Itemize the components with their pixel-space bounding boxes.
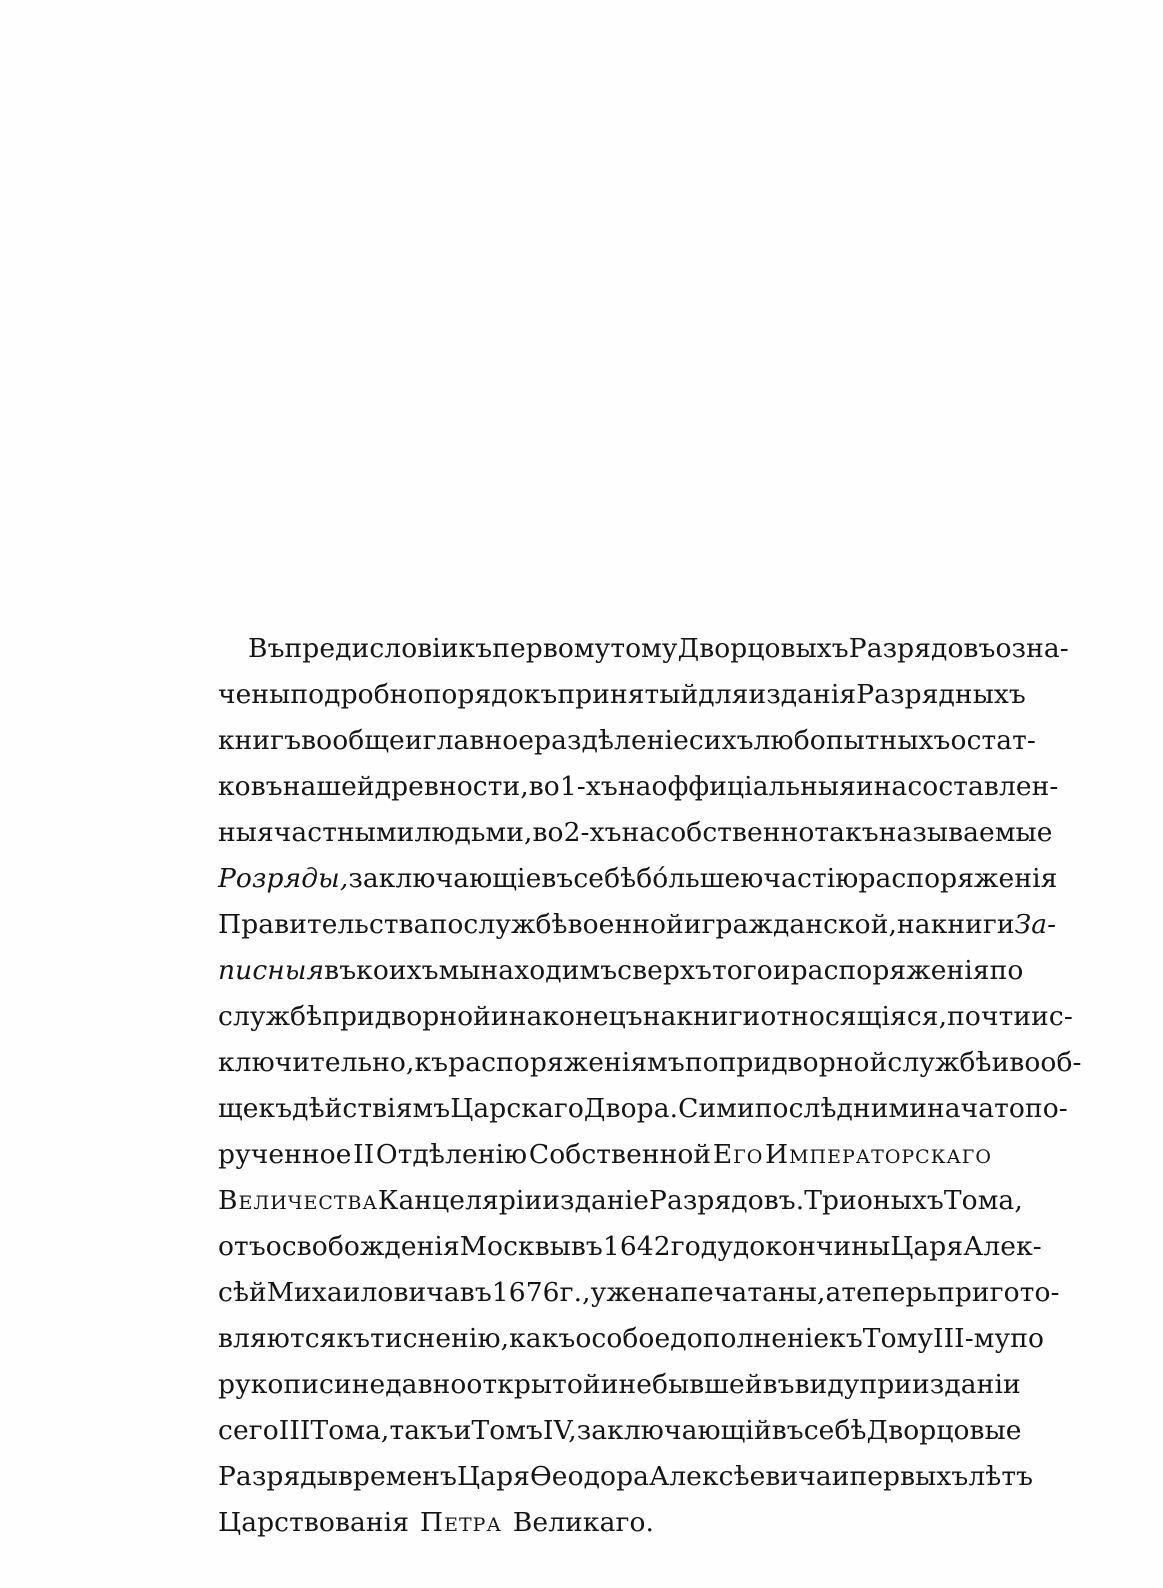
word: остат- bbox=[950, 725, 1036, 756]
word: начато bbox=[926, 1093, 1025, 1124]
word: уже bbox=[590, 1277, 647, 1308]
word: въ bbox=[570, 1231, 603, 1262]
word: Москвы bbox=[459, 1231, 571, 1262]
word: такъ bbox=[389, 1415, 454, 1446]
word: вляются bbox=[218, 1323, 337, 1354]
word: Дворцовые bbox=[866, 1415, 1022, 1446]
word: по bbox=[989, 955, 1024, 986]
word: 1676 bbox=[491, 1277, 560, 1308]
text-line bbox=[218, 1500, 992, 1546]
word: Царя bbox=[890, 1231, 964, 1262]
word-small-caps: Петра bbox=[420, 1507, 502, 1538]
word: 1-хъ bbox=[559, 771, 618, 802]
word: и bbox=[683, 909, 702, 940]
word: наконецъ bbox=[508, 1001, 643, 1032]
word: Тома, bbox=[943, 1185, 1023, 1216]
word: III bbox=[278, 1415, 311, 1446]
word: и bbox=[991, 1047, 1010, 1078]
word: ковъ bbox=[218, 771, 283, 802]
word: отъ bbox=[218, 1231, 266, 1262]
word: открытой bbox=[466, 1369, 601, 1400]
word: главное bbox=[422, 725, 535, 756]
word: Канцеляріи bbox=[377, 1185, 543, 1216]
word: Разряды bbox=[218, 1461, 338, 1492]
word: дѣйствіямъ bbox=[292, 1093, 451, 1124]
word: книгъ bbox=[218, 725, 302, 756]
word: виду bbox=[794, 1369, 860, 1400]
word: II bbox=[353, 1139, 375, 1170]
word: Царя bbox=[456, 1461, 530, 1492]
word: придворной bbox=[718, 1047, 888, 1078]
word: составлен- bbox=[907, 771, 1059, 802]
word: кончины bbox=[765, 1231, 891, 1262]
word: почти bbox=[947, 1001, 1032, 1032]
preface-paragraph bbox=[218, 626, 1082, 1546]
word: изданіе bbox=[542, 1185, 650, 1216]
word: во bbox=[528, 771, 560, 802]
text-line bbox=[218, 1362, 1021, 1408]
word: Дворцовыхъ bbox=[677, 633, 849, 664]
word: придворной bbox=[322, 1001, 491, 1032]
word: а bbox=[825, 1277, 842, 1308]
text-line bbox=[218, 672, 1026, 718]
word: къ bbox=[258, 1093, 293, 1124]
text-line bbox=[218, 1408, 1022, 1454]
word: тисненію, bbox=[370, 1323, 510, 1354]
text-line bbox=[218, 1224, 1042, 1270]
word: сихъ bbox=[688, 725, 754, 756]
word: Собственной bbox=[528, 1139, 712, 1170]
word: такъ bbox=[814, 817, 879, 848]
word: тому bbox=[610, 633, 678, 664]
word: сего bbox=[218, 1415, 279, 1446]
word: вообще bbox=[301, 725, 405, 756]
word: бывшей bbox=[652, 1369, 763, 1400]
word: подробно bbox=[290, 679, 424, 710]
word: находимъ bbox=[480, 955, 618, 986]
word: не bbox=[618, 1369, 653, 1400]
text-line bbox=[218, 1132, 992, 1178]
word: сѣй bbox=[218, 1277, 267, 1308]
word: Царскаго bbox=[450, 1093, 584, 1124]
word: временъ bbox=[337, 1461, 457, 1492]
word-small-caps: Императорскаго bbox=[764, 1139, 992, 1170]
word: Отдѣленію bbox=[375, 1139, 528, 1170]
word: недавно bbox=[351, 1369, 467, 1400]
word: любопытныхъ bbox=[753, 725, 951, 756]
word: гражданской, bbox=[701, 909, 898, 940]
word: Правительства bbox=[218, 909, 430, 940]
word: послѣдними bbox=[754, 1093, 927, 1124]
word: лѣтъ bbox=[968, 1461, 1034, 1492]
word: во bbox=[532, 817, 564, 848]
text-line bbox=[218, 1454, 1034, 1500]
word: по bbox=[1010, 1323, 1045, 1354]
word: освобожденія bbox=[265, 1231, 460, 1262]
word: и bbox=[772, 955, 791, 986]
word: и bbox=[855, 771, 874, 802]
word: службѣ bbox=[887, 1047, 992, 1078]
word: въ bbox=[324, 955, 357, 986]
word: въ bbox=[762, 1369, 795, 1400]
text-line bbox=[218, 902, 1057, 948]
word: дополненіе bbox=[670, 1323, 830, 1354]
word: Разрядовъ. bbox=[649, 1185, 805, 1216]
word: пригото- bbox=[937, 1277, 1060, 1308]
word: оффиціальныя bbox=[651, 771, 856, 802]
word: распоряженія bbox=[858, 863, 1058, 894]
word: IV, bbox=[543, 1415, 577, 1446]
word: порядокъ bbox=[423, 679, 558, 710]
text-line bbox=[218, 1316, 1045, 1362]
word: на bbox=[642, 1001, 677, 1032]
word: себѣ bbox=[803, 1415, 867, 1446]
word: называемые bbox=[878, 817, 1053, 848]
word: къ bbox=[414, 1047, 449, 1078]
word: относящіяся, bbox=[760, 1001, 948, 1032]
word: первыхъ bbox=[849, 1461, 969, 1492]
word: для bbox=[698, 679, 749, 710]
word: въ bbox=[459, 1277, 492, 1308]
word: къ bbox=[829, 1323, 863, 1354]
word: г., bbox=[559, 1277, 591, 1308]
word: на bbox=[897, 909, 931, 940]
text-line bbox=[218, 948, 1024, 994]
word: по bbox=[684, 1047, 719, 1078]
word: рученное bbox=[218, 1139, 352, 1170]
word: при bbox=[859, 1369, 913, 1400]
word: году bbox=[670, 1231, 733, 1262]
word-italic: За- bbox=[1014, 909, 1057, 940]
word: Три bbox=[804, 1185, 857, 1216]
word: Ѳеодора bbox=[529, 1461, 650, 1492]
text-line bbox=[218, 856, 1058, 902]
word: особое bbox=[575, 1323, 671, 1354]
word: напечатаны, bbox=[646, 1277, 826, 1308]
word: себѣ bbox=[573, 863, 637, 894]
word: на bbox=[873, 771, 908, 802]
text-line bbox=[218, 810, 1053, 856]
word: къ bbox=[458, 633, 493, 664]
text-line bbox=[218, 994, 1073, 1040]
word: ис- bbox=[1031, 1001, 1073, 1032]
word: распоряженія bbox=[790, 955, 990, 986]
word: ще bbox=[218, 1093, 259, 1124]
word: Сими bbox=[678, 1093, 755, 1124]
text-line bbox=[218, 1270, 1060, 1316]
word: Царствованія bbox=[218, 1507, 410, 1538]
word: нашей bbox=[282, 771, 375, 802]
word: къ bbox=[336, 1323, 371, 1354]
word: изданія bbox=[748, 679, 857, 710]
text-line bbox=[218, 718, 1036, 764]
word: службѣ bbox=[463, 909, 568, 940]
text-line bbox=[218, 764, 1059, 810]
word: чены bbox=[218, 679, 291, 710]
word: оныхъ bbox=[856, 1185, 944, 1216]
word: Тому bbox=[862, 1323, 934, 1354]
word: и bbox=[600, 1369, 619, 1400]
word: распоряженіямъ bbox=[448, 1047, 685, 1078]
word: мы bbox=[438, 955, 481, 986]
word: заключающій bbox=[576, 1415, 772, 1446]
word: на bbox=[621, 817, 656, 848]
word: принятый bbox=[557, 679, 699, 710]
word: рукописи bbox=[218, 1369, 352, 1400]
word: въ bbox=[541, 863, 574, 894]
word: Въ bbox=[248, 633, 285, 664]
text-line bbox=[218, 1086, 1068, 1132]
word: частными bbox=[273, 817, 415, 848]
word: Алексѣевича bbox=[649, 1461, 832, 1492]
word: военной bbox=[567, 909, 684, 940]
word: Михаиловича bbox=[266, 1277, 460, 1308]
word: Тома, bbox=[310, 1415, 390, 1446]
word: теперь bbox=[841, 1277, 938, 1308]
word: Великаго. bbox=[512, 1507, 655, 1538]
word: озна- bbox=[995, 633, 1069, 664]
word: Двора. bbox=[583, 1093, 679, 1124]
word: древности, bbox=[374, 771, 529, 802]
word: Разрядовъ bbox=[848, 633, 996, 664]
word: и bbox=[490, 1001, 509, 1032]
word: ныя bbox=[218, 817, 274, 848]
word-small-caps: Величества bbox=[218, 1185, 378, 1216]
word: Алек- bbox=[963, 1231, 1042, 1262]
word: въ bbox=[771, 1415, 804, 1446]
word: какъ bbox=[509, 1323, 576, 1354]
word: 1642 bbox=[602, 1231, 671, 1262]
word: и bbox=[831, 1461, 850, 1492]
word: того bbox=[711, 955, 773, 986]
word: частію bbox=[763, 863, 859, 894]
word-italic: Розряды, bbox=[218, 863, 349, 894]
word: раздѣленіе bbox=[534, 725, 689, 756]
word: людьми, bbox=[414, 817, 533, 848]
word: сверхъ bbox=[617, 955, 712, 986]
word: Томъ bbox=[471, 1415, 544, 1446]
word: изданіи bbox=[912, 1369, 1021, 1400]
word: вооб- bbox=[1009, 1047, 1082, 1078]
word: книги bbox=[930, 909, 1015, 940]
word-small-caps: Его bbox=[712, 1139, 764, 1170]
word: по- bbox=[1024, 1093, 1068, 1124]
word: собственно bbox=[655, 817, 815, 848]
text-line bbox=[218, 1178, 1023, 1224]
word: III-му bbox=[933, 1323, 1011, 1354]
text-line bbox=[218, 626, 1069, 672]
word: предисловіи bbox=[284, 633, 459, 664]
word: и bbox=[453, 1415, 472, 1446]
text-line bbox=[218, 1040, 1082, 1086]
word: книги bbox=[676, 1001, 761, 1032]
word: коихъ bbox=[356, 955, 439, 986]
word: заключающіе bbox=[348, 863, 542, 894]
word: Разрядныхъ bbox=[856, 679, 1026, 710]
word: на bbox=[617, 771, 652, 802]
word: первому bbox=[492, 633, 611, 664]
word: и bbox=[404, 725, 423, 756]
word: ключительно, bbox=[218, 1047, 415, 1078]
word: бо́льшею bbox=[636, 863, 764, 894]
word: службѣ bbox=[218, 1001, 323, 1032]
word-italic: писныя bbox=[218, 955, 325, 986]
word: по bbox=[429, 909, 464, 940]
word: до bbox=[732, 1231, 766, 1262]
word: 2-хъ bbox=[563, 817, 622, 848]
